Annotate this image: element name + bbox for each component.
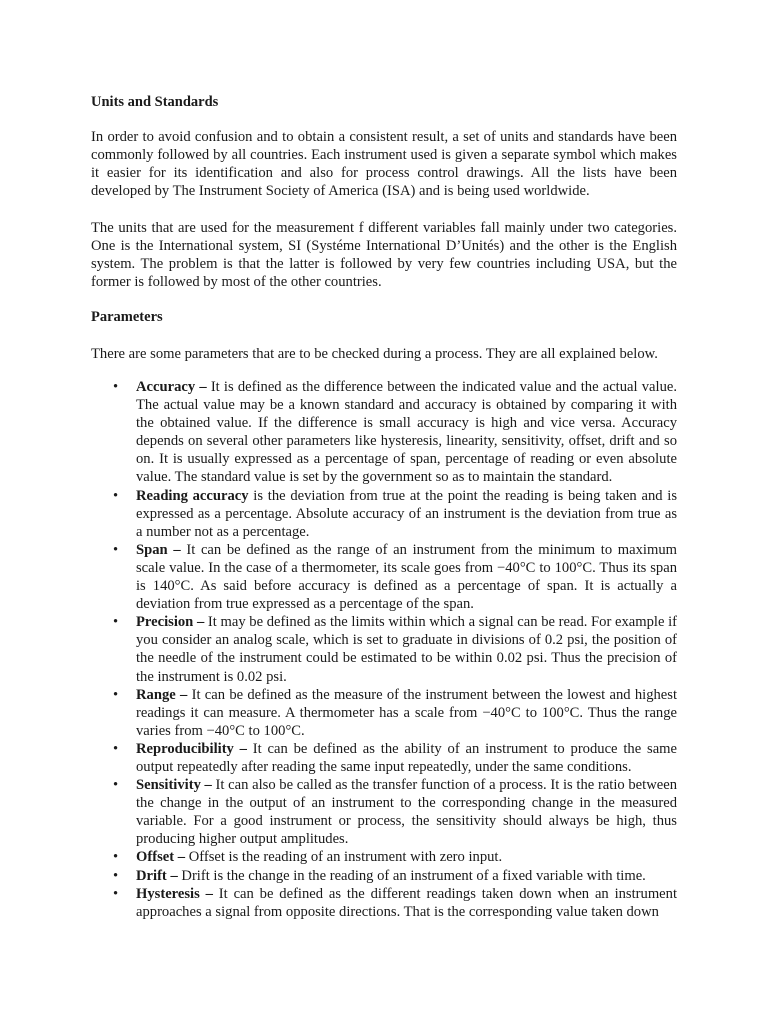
term-label: Accuracy –: [136, 379, 207, 395]
list-item-accuracy: [91, 378, 677, 487]
list-item-range: [91, 686, 677, 740]
definition-text: Drift is the change in the reading of an instrument of a fixed variable with time.: [177, 867, 646, 884]
list-item-hysteresis: [91, 885, 677, 921]
definition-text: It is defined as the difference between the indicated value and the actual value. The actual value may be a known standard and accuracy is obtained by comparing it with the obtained value. If the difference is small accuracy is high and vice versa. Accuracy depends on several other parameters like hysteresis, linearity, sensitivity, offset, drift and so on. It is usually expressed as a percentage of span, percentage of reading or even absolute value. The standard value is set by the government so as to maintain the standard.: [136, 379, 677, 486]
definition-text: It can be defined as the ability of an instrument to produce the same output repeatedly after reading the same input repeatedly, under the same conditions.: [136, 740, 677, 775]
parameters-heading: Parameters: [91, 309, 163, 325]
definition-text: Offset is the reading of an instrument with zero input.: [185, 849, 503, 866]
definition-text: It can be defined as the measure of the instrument between the lowest and highest readings it can measure. A thermometer has a scale from −40°C to 100°C. Thus the range varies from −40°C to 100°C.: [136, 686, 677, 739]
definition-text: It can be defined as the different readings taken down when an instrument approaches a signal from opposite directions. That is the corresponding value taken down: [136, 885, 678, 920]
list-item-reproducibility: [91, 740, 677, 776]
term-label: Sensitivity –: [136, 777, 212, 794]
definition-text: It can be defined as the range of an instrument from the minimum to maximum scale value. In the case of a thermometer, its scale goes from −40°C to 100°C. Thus its span is 140°C. As said before accuracy is defined as a percentage of span. It is actually a deviation from true expressed as a percentage of the span.: [136, 541, 677, 613]
list-item-drift: [91, 867, 677, 885]
units-paragraph-2: The units that are used for the measurement f different variables fall mainly under two categories. One is the International system, SI (Systéme International D’Unités) and the other is the English system. The problem is that the latter is followed by very few countries including USA, but the former is followed by most of the other countries.: [91, 220, 677, 291]
parameters-intro: There are some parameters that are to be checked during a process. They are all explained below.: [91, 346, 658, 362]
list-item-sensitivity: [91, 776, 677, 848]
list-item-precision: [91, 613, 677, 685]
term-label: Hysteresis –: [136, 885, 213, 902]
list-item-offset: [91, 848, 677, 866]
term-label: Span –: [136, 541, 181, 558]
term-label: Reproducibility –: [136, 740, 247, 757]
definition-text: is the deviation from true at the point the reading is being taken and is expressed as a percentage. Absolute accuracy of an instrument is the deviation from true as a number not as a percentage.: [136, 487, 678, 540]
term-label: Precision –: [136, 614, 205, 631]
term-label: Reading accuracy: [136, 487, 249, 504]
list-item-span: [91, 541, 677, 613]
units-paragraph-1: In order to avoid confusion and to obtain a consistent result, a set of units and standards have been commonly followed by all countries. Each instrument used is given a separate symbol which makes it easier for its identification and also for process control drawings. All the lists have been developed by The Instrument Society of America (ISA) and is being used worldwide.: [91, 129, 677, 200]
list-item-reading-accuracy: [91, 487, 677, 541]
term-label: Range –: [136, 686, 188, 703]
parameters-list: [91, 378, 677, 921]
definition-text: It may be defined as the limits within which a signal can be read. For example if you consider an analog scale, which is set to graduate in divisions of 0.2 psi, the position of the needle of the instrument could be estimated to be within 0.02 psi. Thus the precision of the instrument is 0.02 psi.: [136, 614, 677, 685]
term-label: Drift –: [136, 867, 178, 884]
units-standards-heading: Units and Standards: [91, 94, 219, 110]
definition-text: It can also be called as the transfer function of a process. It is the ratio between the change in the output of an instrument to the corresponding change in the measured variable. For a good instrument or process, the sensitivity should always be high, thus producing higher output amplitudes.: [136, 777, 677, 848]
term-label: Offset –: [136, 849, 186, 866]
